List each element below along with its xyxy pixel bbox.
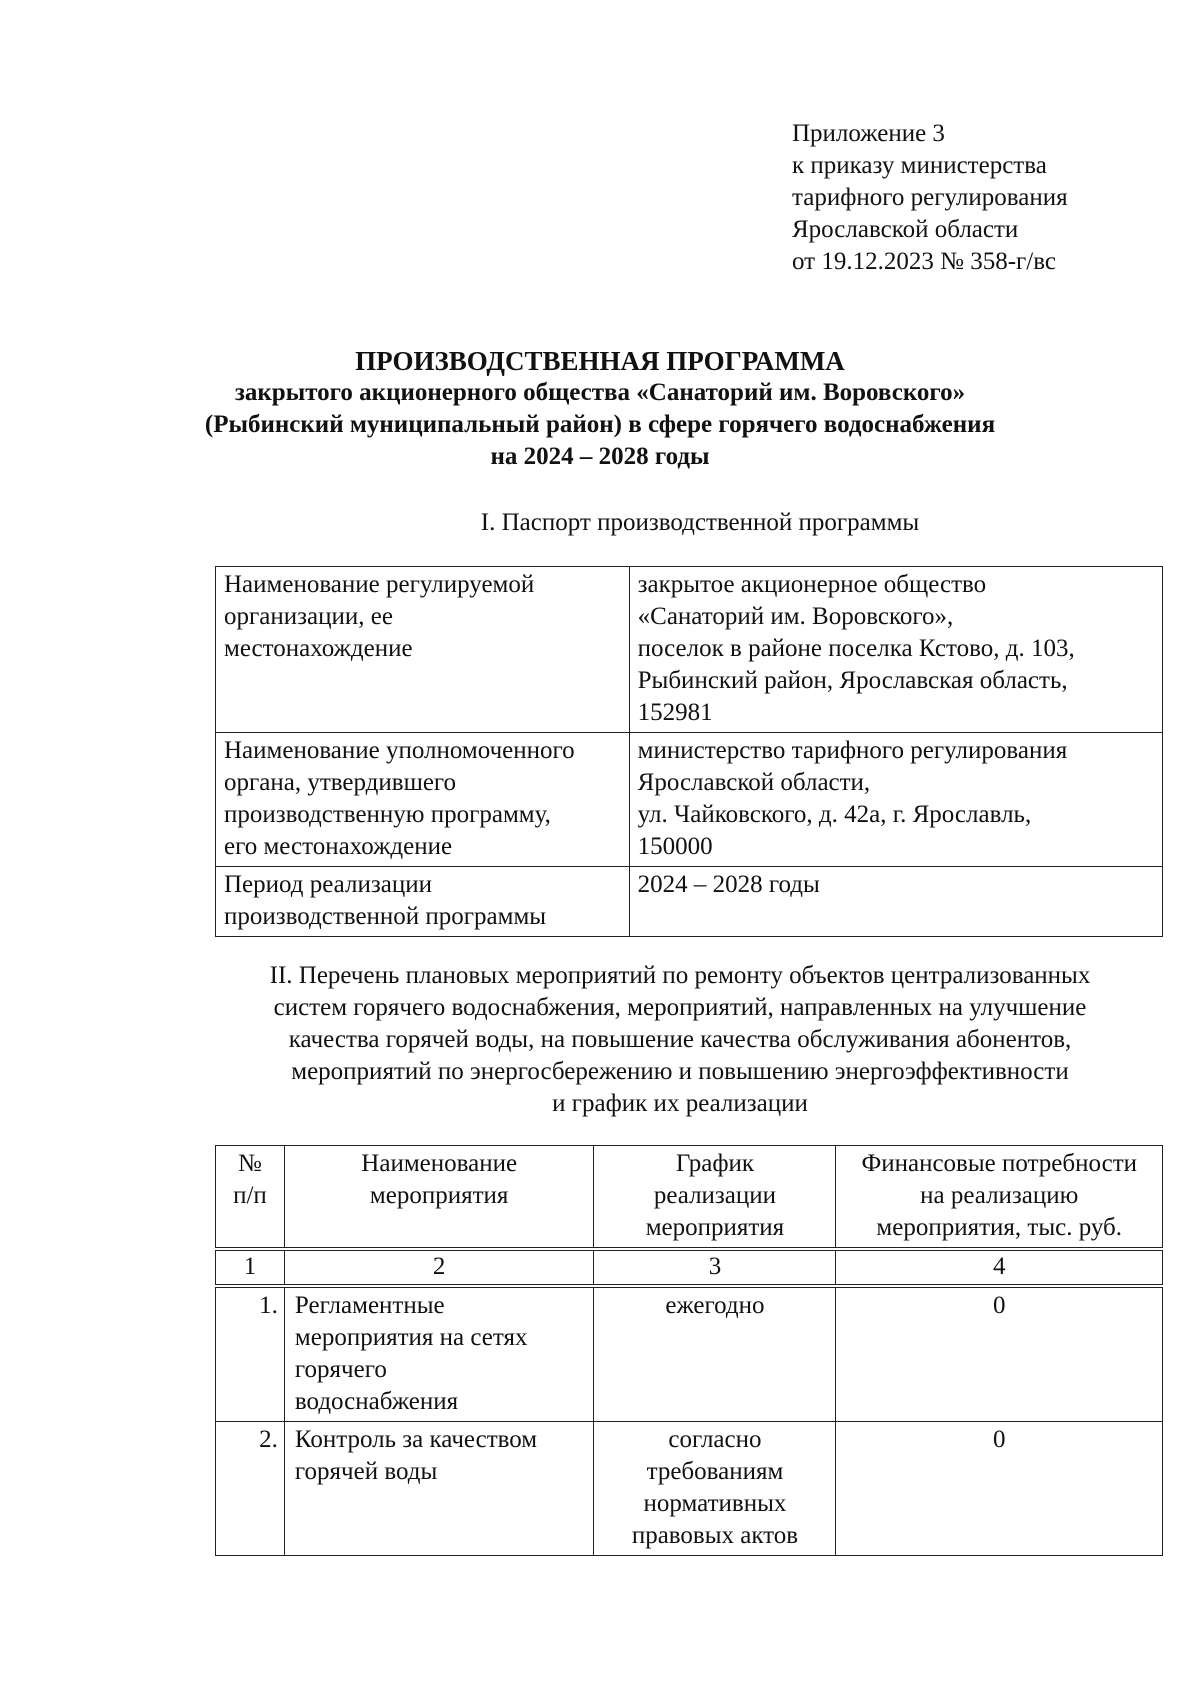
cell-line: организации, ее — [224, 603, 393, 630]
row-number: 2. — [216, 1422, 285, 1556]
cell-line: Ярославской области, — [637, 769, 871, 796]
row-number: 1. — [216, 1286, 285, 1422]
heading-line: мероприятий по энергосбережению и повышению энергоэффективности — [291, 1058, 1069, 1085]
passport-table — [215, 566, 1163, 937]
appendix-line: к приказу министерства — [792, 152, 1047, 179]
cell-line: мероприятия — [369, 1182, 509, 1209]
cell-line: производственной программы — [224, 903, 547, 930]
cell-line: поселок в районе поселка Кстово, д. 103, — [637, 635, 1075, 662]
appendix-line: тарифного регулирования — [792, 184, 1068, 211]
appendix-line: Приложение 3 — [792, 120, 945, 147]
cell-line: закрытое акционерное общество — [637, 571, 987, 598]
cell-line: Наименование — [361, 1150, 518, 1177]
appendix-line: Ярославской области — [792, 216, 1019, 243]
section2-heading — [140, 960, 1200, 1120]
cell-line: его местонахождение — [224, 833, 453, 860]
cell-line: требованиям — [646, 1458, 784, 1485]
cell-line: Финансовые потребности — [861, 1150, 1137, 1177]
passport-value — [629, 733, 1162, 867]
cell-line: Контроль за качеством — [294, 1426, 538, 1453]
heading-line: и график их реализации — [552, 1090, 808, 1117]
cell-line: п/п — [233, 1182, 267, 1209]
cell-line: министерство тарифного регулирования — [637, 737, 1068, 764]
passport-label — [216, 567, 630, 733]
passport-label — [216, 867, 630, 937]
cell-line: № — [238, 1150, 262, 1177]
cell-line: Наименование уполномоченного — [224, 737, 575, 764]
activity-name — [284, 1286, 594, 1422]
cell-line: горячего — [294, 1356, 387, 1383]
activity-cost: 0 — [836, 1286, 1163, 1422]
cell-line: 2024 – 2028 годы — [637, 871, 820, 898]
cell-line: правовых актов — [631, 1522, 799, 1549]
cell-line: 150000 — [637, 833, 713, 860]
cell-line: нормативных — [643, 1490, 787, 1517]
title-main: ПРОИЗВОДСТВЕННАЯ ПРОГРАММА — [355, 346, 845, 376]
cell-line: мероприятия — [645, 1214, 785, 1241]
activity-schedule — [594, 1422, 836, 1556]
column-header-cost — [836, 1146, 1163, 1250]
cell-line: местонахождение — [224, 635, 413, 662]
cell-line: 152981 — [637, 699, 713, 726]
appendix-line: от 19.12.2023 № 358-г/вс — [792, 248, 1056, 275]
cell-line: ул. Чайковского, д. 42а, г. Ярославль, — [637, 801, 1032, 828]
table-row — [216, 567, 1163, 733]
cell-line: Регламентные — [294, 1292, 445, 1319]
column-header-number — [216, 1146, 285, 1250]
heading-line: II. Перечень плановых мероприятий по ремонту объектов централизованных — [269, 962, 1091, 989]
passport-label — [216, 733, 630, 867]
activity-name — [284, 1422, 594, 1556]
cell-line: Рыбинский район, Ярославская область, — [637, 667, 1068, 694]
heading-line: качества горячей воды, на повышение качества обслуживания абонентов, — [288, 1026, 1072, 1053]
cell-line: График — [675, 1150, 755, 1177]
table-row — [216, 867, 1163, 937]
cell-line: мероприятия на сетях — [294, 1324, 528, 1351]
activities-table — [215, 1145, 1163, 1556]
cell-line: водоснабжения — [294, 1388, 459, 1415]
cell-line: на реализацию — [920, 1182, 1079, 1209]
column-number: 2 — [284, 1249, 594, 1286]
cell-line: Наименование регулируемой — [224, 571, 535, 598]
title-line: на 2024 – 2028 годы — [490, 443, 710, 470]
title-line: (Рыбинский муниципальный район) в сфере горячего водоснабжения — [204, 411, 996, 438]
cell-line: реализации — [653, 1182, 777, 1209]
activity-schedule — [594, 1286, 836, 1422]
column-number: 3 — [594, 1249, 836, 1286]
column-number: 4 — [836, 1249, 1163, 1286]
passport-value — [629, 867, 1162, 937]
cell-line: мероприятия, тыс. руб. — [876, 1214, 1123, 1241]
table-row — [216, 1286, 1163, 1422]
cell-line: «Санаторий им. Воровского», — [637, 603, 954, 630]
column-header-name — [284, 1146, 594, 1250]
heading-line: систем горячего водоснабжения, мероприятий, направленных на улучшение — [273, 994, 1087, 1021]
table-row — [216, 1422, 1163, 1556]
table-row — [216, 733, 1163, 867]
cell-line: Период реализации — [224, 871, 432, 898]
column-number: 1 — [216, 1249, 285, 1286]
table-header-row — [216, 1146, 1163, 1250]
column-header-schedule — [594, 1146, 836, 1250]
cell-line: органа, утвердившего — [224, 769, 457, 796]
cell-line: согласно — [668, 1426, 762, 1453]
title-line: закрытого акционерного общества «Санаторий им. Воровского» — [234, 379, 966, 406]
cell-line: горячей воды — [294, 1458, 438, 1485]
appendix-reference — [792, 118, 1068, 278]
cell-line: ежегодно — [665, 1292, 765, 1319]
section1-heading: I. Паспорт производственной программы — [480, 509, 920, 536]
document-title — [100, 345, 1100, 473]
passport-value — [629, 567, 1162, 733]
column-numbers-row — [216, 1249, 1163, 1286]
activity-cost: 0 — [836, 1422, 1163, 1556]
cell-line: производственную программу, — [224, 801, 551, 828]
